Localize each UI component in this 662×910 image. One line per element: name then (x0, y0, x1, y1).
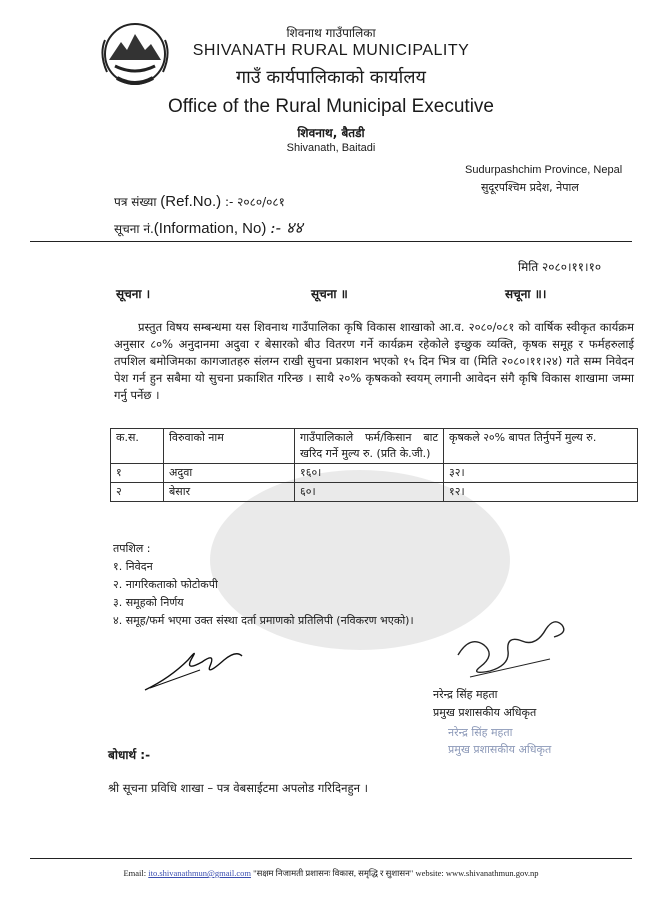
list-item: १. निवेदन (113, 560, 153, 573)
stamp-name: नरेन्द्र सिंह महता (448, 726, 513, 739)
official-stamp (448, 724, 551, 758)
handwritten-signature-left (140, 640, 250, 695)
table-cell: २ (111, 483, 164, 502)
seed-price-table (110, 428, 638, 502)
website-label: website: (415, 868, 444, 878)
ref-label-nepali: पत्र संख्या (114, 195, 157, 209)
list-item: २. नागरिकताको फोटोकपी (113, 578, 218, 591)
office-name-english: Office of the Rural Municipal Executive (168, 96, 494, 117)
table-header-cell: गाउँपालिकाले फर्म/किसान बाट खरिद गर्ने मुल्य रु. (प्रति के.जी.) (295, 429, 444, 464)
info-label-english: (Information, No) (153, 220, 267, 237)
table-cell: ६०। (295, 483, 444, 502)
table-cell: बेसार (164, 483, 295, 502)
table-cell: अदुवा (164, 464, 295, 483)
footer (0, 868, 662, 879)
stamp-title: प्रमुख प्रशासकीय अधिकृत (448, 743, 552, 756)
notice-heading-1: सूचना । (116, 287, 151, 301)
handwritten-signature-officer (450, 615, 570, 685)
office-name-nepali: गाउँ कार्यपालिकाको कार्यालय (236, 67, 426, 88)
signatory-block (433, 686, 536, 722)
cc-recipient: श्री सूचना प्रविधि शाखा – पत्र वेबसाईटमा अपलोड गरिदिनहुन । (108, 781, 368, 795)
notice-body: प्रस्तुत विषय सम्बन्धमा यस शिवनाथ गाउँपालिका कृषि विकास शाखाको आ.व. २०८०/०८१ को वार्षिक स्वीकृत कार्यक्रम अनुसार ८०% अनुदानमा अदुवा र बेसारको बीउ वितरण गर्ने कार्यक्रम रहेकोले इच्छुक व्यक्ति, कृषक समूह र फर्महरुलाई तपशिल बमोजिमका कागजातहरु संलग्न राखी सुचना प्रकाशन भएको १५ दिन भित्र वा (मिति २०८०।११।२४) गते सम्म निवेदन पेश गर्न हुन सबैमा यो सुचना प्रकाशित गरिन्छ । साथै २०% कृषकको स्वयम् लगानी आवेदन संगै कृषि विकास शाखामा जम्मा गर्नु पर्नेछ । (114, 320, 634, 402)
table-cell: १ (111, 464, 164, 483)
list-item: ४. समूह/फर्म भएमा उक्त संस्था दर्ता प्रमाणको प्रतिलिपी (नविकरण भएको)। (113, 614, 414, 627)
footer-slogan: "सक्षम निजामती प्रशासनः विकास, समृद्धि र सुशासन" (253, 868, 414, 878)
ref-label-english: (Ref.No.) (160, 193, 222, 210)
location-nepali: शिवनाथ, बैतडी (297, 126, 365, 140)
table-cell: १२। (444, 483, 638, 502)
notice-heading-3: सचूना ॥। (505, 287, 547, 301)
location-english: Shivanath, Baitadi (286, 142, 376, 154)
table-header-cell: क.स. (111, 429, 164, 464)
email-label: Email: (123, 868, 147, 878)
attachments-title: तपशिल : (113, 542, 151, 555)
website-link[interactable]: www.shivanathmun.gov.np (445, 868, 539, 878)
table-row (111, 464, 638, 483)
notice-heading-2: सूचना ॥ (311, 287, 348, 301)
info-value: :- ४४ (270, 218, 303, 237)
list-item: ३. समूहको निर्णय (113, 596, 184, 609)
table-header-cell: कृषकले २०% बापत तिर्नुपर्ने मुल्य रु. (444, 429, 638, 464)
province-nepali: सुदूरपश्चिम प्रदेश, नेपाल (481, 181, 579, 194)
municipality-name-nepali: शिवनाथ गाउँपालिका (286, 26, 376, 40)
header-divider (30, 241, 632, 242)
table-cell: ३२। (444, 464, 638, 483)
email-link[interactable]: ito.shivanathmun@gmail.com (148, 868, 251, 878)
footer-divider (30, 858, 632, 859)
province-english: Sudurpashchim Province, Nepal (465, 164, 623, 176)
table-header-row (111, 429, 638, 464)
notice-date: मिति २०८०।११।१० (518, 260, 602, 274)
reference-number (114, 193, 285, 210)
table-row (111, 483, 638, 502)
table-header-cell: विरुवाको नाम (164, 429, 295, 464)
municipality-name-english: SHIVANATH RURAL MUNICIPALITY (192, 42, 470, 59)
info-label-nepali: सूचना नं. (114, 222, 154, 236)
cc-label: बोधार्थ :- (108, 748, 151, 762)
table-cell: १६०। (295, 464, 444, 483)
information-number (114, 216, 303, 238)
attachments-list (113, 540, 414, 630)
officer-title: प्रमुख प्रशासकीय अधिकृत (433, 706, 537, 719)
officer-name: नरेन्द्र सिंह महता (433, 688, 498, 701)
ref-value: :- २०८०/०८१ (224, 195, 285, 209)
